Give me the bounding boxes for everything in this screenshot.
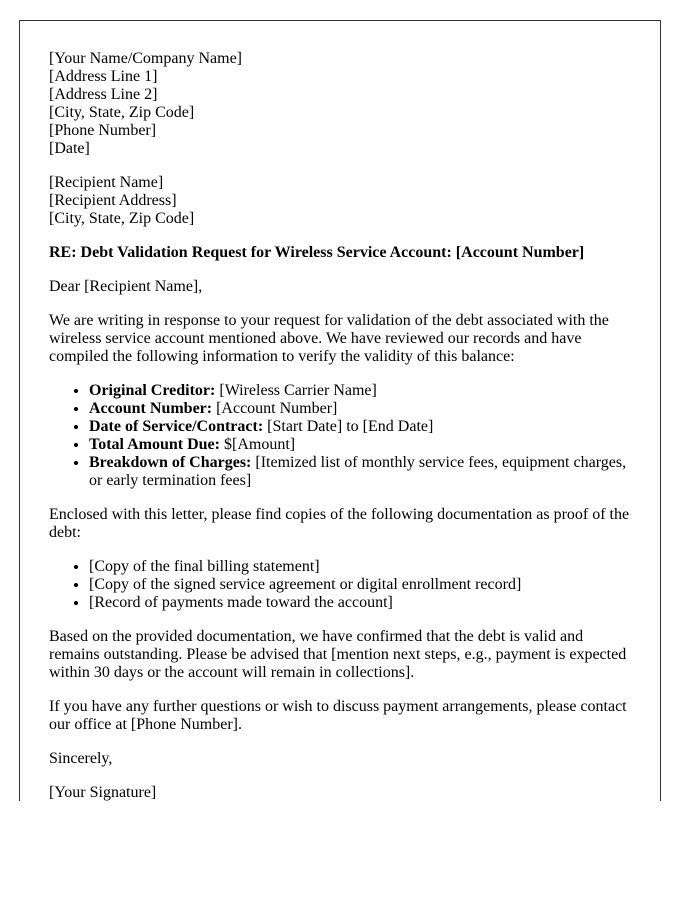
enclosure-item: • [Copy of the signed service agreement or digital enrollment record] [89, 576, 634, 594]
letter-body [49, 50, 634, 801]
detail-label: Breakdown of Charges: [89, 454, 252, 471]
detail-label: Total Amount Due: [89, 436, 220, 453]
letter-page [19, 20, 661, 801]
account-details-list [49, 382, 634, 490]
detail-label: Date of Service/Contract: [89, 418, 264, 435]
recipient-name: [Recipient Name] [49, 174, 164, 191]
sender-address-line-1: [Address Line 1] [49, 68, 158, 85]
closing: Sincerely, [49, 750, 113, 767]
confirmation-paragraph: Based on the provided documentation, we have confirmed that the debt is valid and remains outstanding. Please be advised that [mention next steps, e.g., payment is expected within 30 days or the account will remain in collections]. [49, 628, 627, 681]
contact-paragraph: If you have any further questions or wish to discuss payment arrangements, please contact our office at [Phone Number]. [49, 698, 627, 733]
enclosure-item: • [Record of payments made toward the account] [89, 594, 634, 612]
enclosures-list [49, 558, 634, 612]
detail-label: Original Creditor: [89, 382, 216, 399]
sender-address-line-2: [Address Line 2] [49, 86, 158, 103]
recipient-address-block [49, 174, 634, 228]
salutation: Dear [Recipient Name], [49, 278, 203, 295]
detail-value: [Wireless Carrier Name] [215, 382, 377, 399]
subject-line: RE: Debt Validation Request for Wireless Service Account: [Account Number] [49, 244, 585, 261]
list-item-date-of-service [89, 418, 634, 436]
recipient-city-state-zip: [City, State, Zip Code] [49, 210, 195, 227]
detail-value: $[Amount] [219, 436, 296, 453]
letter-date: [Date] [49, 140, 90, 157]
intro-paragraph: We are writing in response to your request for validation of the debt associated with the wireless service account mentioned above. We have reviewed our records and have compiled the following information to verify the validity of this balance: [49, 312, 609, 365]
sender-name: [Your Name/Company Name] [49, 50, 243, 67]
enclosures-paragraph: Enclosed with this letter, please find copies of the following documentation as proof of the debt: [49, 506, 630, 541]
sender-city-state-zip: [City, State, Zip Code] [49, 104, 195, 121]
detail-value: [Itemized list of monthly service fees, equipment charges, or early termination fees] [89, 454, 627, 489]
detail-label: Account Number: [89, 400, 213, 417]
enclosure-item: • [Copy of the final billing statement] [89, 558, 634, 576]
list-item-original-creditor [89, 382, 634, 400]
list-item-account-number [89, 400, 634, 418]
recipient-address: [Recipient Address] [49, 192, 177, 209]
sender-address-block [49, 50, 634, 158]
sender-phone: [Phone Number] [49, 122, 157, 139]
detail-value: [Account Number] [212, 400, 338, 417]
list-item-total-amount-due [89, 436, 634, 454]
detail-value: [Start Date] to [End Date] [263, 418, 434, 435]
signature: [Your Signature] [49, 784, 157, 801]
list-item-breakdown-of-charges [89, 454, 634, 490]
